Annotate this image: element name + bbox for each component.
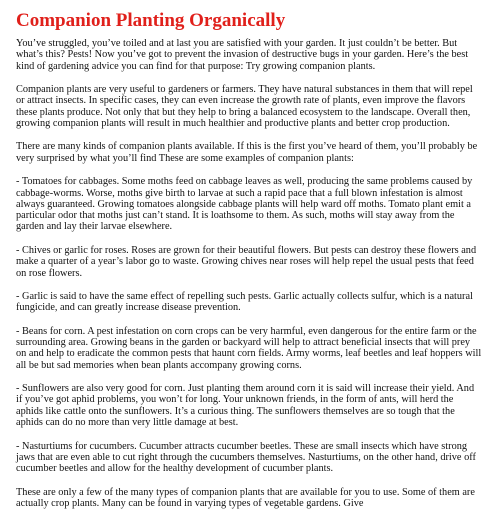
article-title: Companion Planting Organically (16, 10, 286, 31)
paragraph-companion-benefits: Companion plants are very useful to gardeners or farmers. They have natural substances in them that will repel or attract insects. In specific cases, they can even increase the growth rate of plants, even improve the flavors these plants produce. Not only that but they help to bring a balanced ecosystem to the landscape. Overall then, growing companion plants will result in much healthier and productive plants and better crop production. (16, 84, 473, 129)
paragraph-closing: These are only a few of the many types of companion plants that are available for you to use. Some of them are actually crop plants. Many can be found in varying types of vegetable gardens. Give (16, 486, 475, 509)
document-page (16, 10, 482, 509)
paragraph-sunflowers-corn: - Sunflowers are also very good for corn. Just planting them around corn it is said will increase their yield. And if you’ve got aphid problems, you won’t for long. Your unknown friends, in the form of ants, will herd the aphids like cattle onto the sunflowers. It’s a curious thing. The sunflowers themselves are so tough that the aphids can do no more than very little damage at best. (16, 383, 475, 429)
paragraph-intro: You’ve struggled, you’ve toiled and at last you are satisfied with your garden. It just couldn’t be better. But what’s this? Pests! Now you’ve got to prevent the invasion of destructive bugs in your garden. Here’s the best kind of gardening advice you can find for that purpose: Try growing companion plants. (16, 38, 469, 72)
paragraph-garlic: - Garlic is said to have the same effect of repelling such pests. Garlic actually collects sulfur, which is a natural fungicide, and can greatly increase disease prevention. (16, 290, 473, 314)
paragraph-nasturtiums-cucumbers: - Nasturtiums for cucumbers. Cucumber attracts cucumber beetles. These are small insects which have strong jaws that are even able to cut right through the cucumbers themselves. Nasturtiums, on the other hand, drive off cucumber beetles and allow for the healthy development of cucumber plants. (16, 440, 476, 475)
paragraph-tomatoes-cabbages: - Tomatoes for cabbages. Some moths feed on cabbage leaves as well, producing the same problems caused by cabbage-worms. Worse, moths give birth to larvae at such a rapid pace that a full blown infestation is almost always guaranteed. Growing tomatoes alongside cabbage plants will help ward off moths. Tomato plant emit a particular odor that moths just can’t stand. It is loathsome to them. As such, moths will stay away from the garden and lay their larvae elsewhere. (16, 176, 473, 233)
paragraph-examples-intro: There are many kinds of companion plants available. If this is the first you’ve heard of them, you’ll probably be very surprised by what you’ll find These are some examples of companion plants: (16, 141, 478, 164)
paragraph-beans-corn: - Beans for corn. A pest infestation on corn crops can be very harmful, even dangerous for the entire farm or the surrounding area. Growing beans in the garden or backyard will help to attract beneficial insects that will prey on and help to eradicate the common pests that haunt corn fields. Army worms, leaf beetles and leaf hoppers will all be but sad memories when bean plants accompany growing corns. (16, 325, 482, 371)
paragraph-chives-roses: - Chives or garlic for roses. Roses are grown for their beautiful flowers. But pests can destroy these flowers and make a quarter of a year’s labor go to waste. Growing chives near roses will help repel the usual pests that feed on rose flowers. (16, 244, 477, 279)
